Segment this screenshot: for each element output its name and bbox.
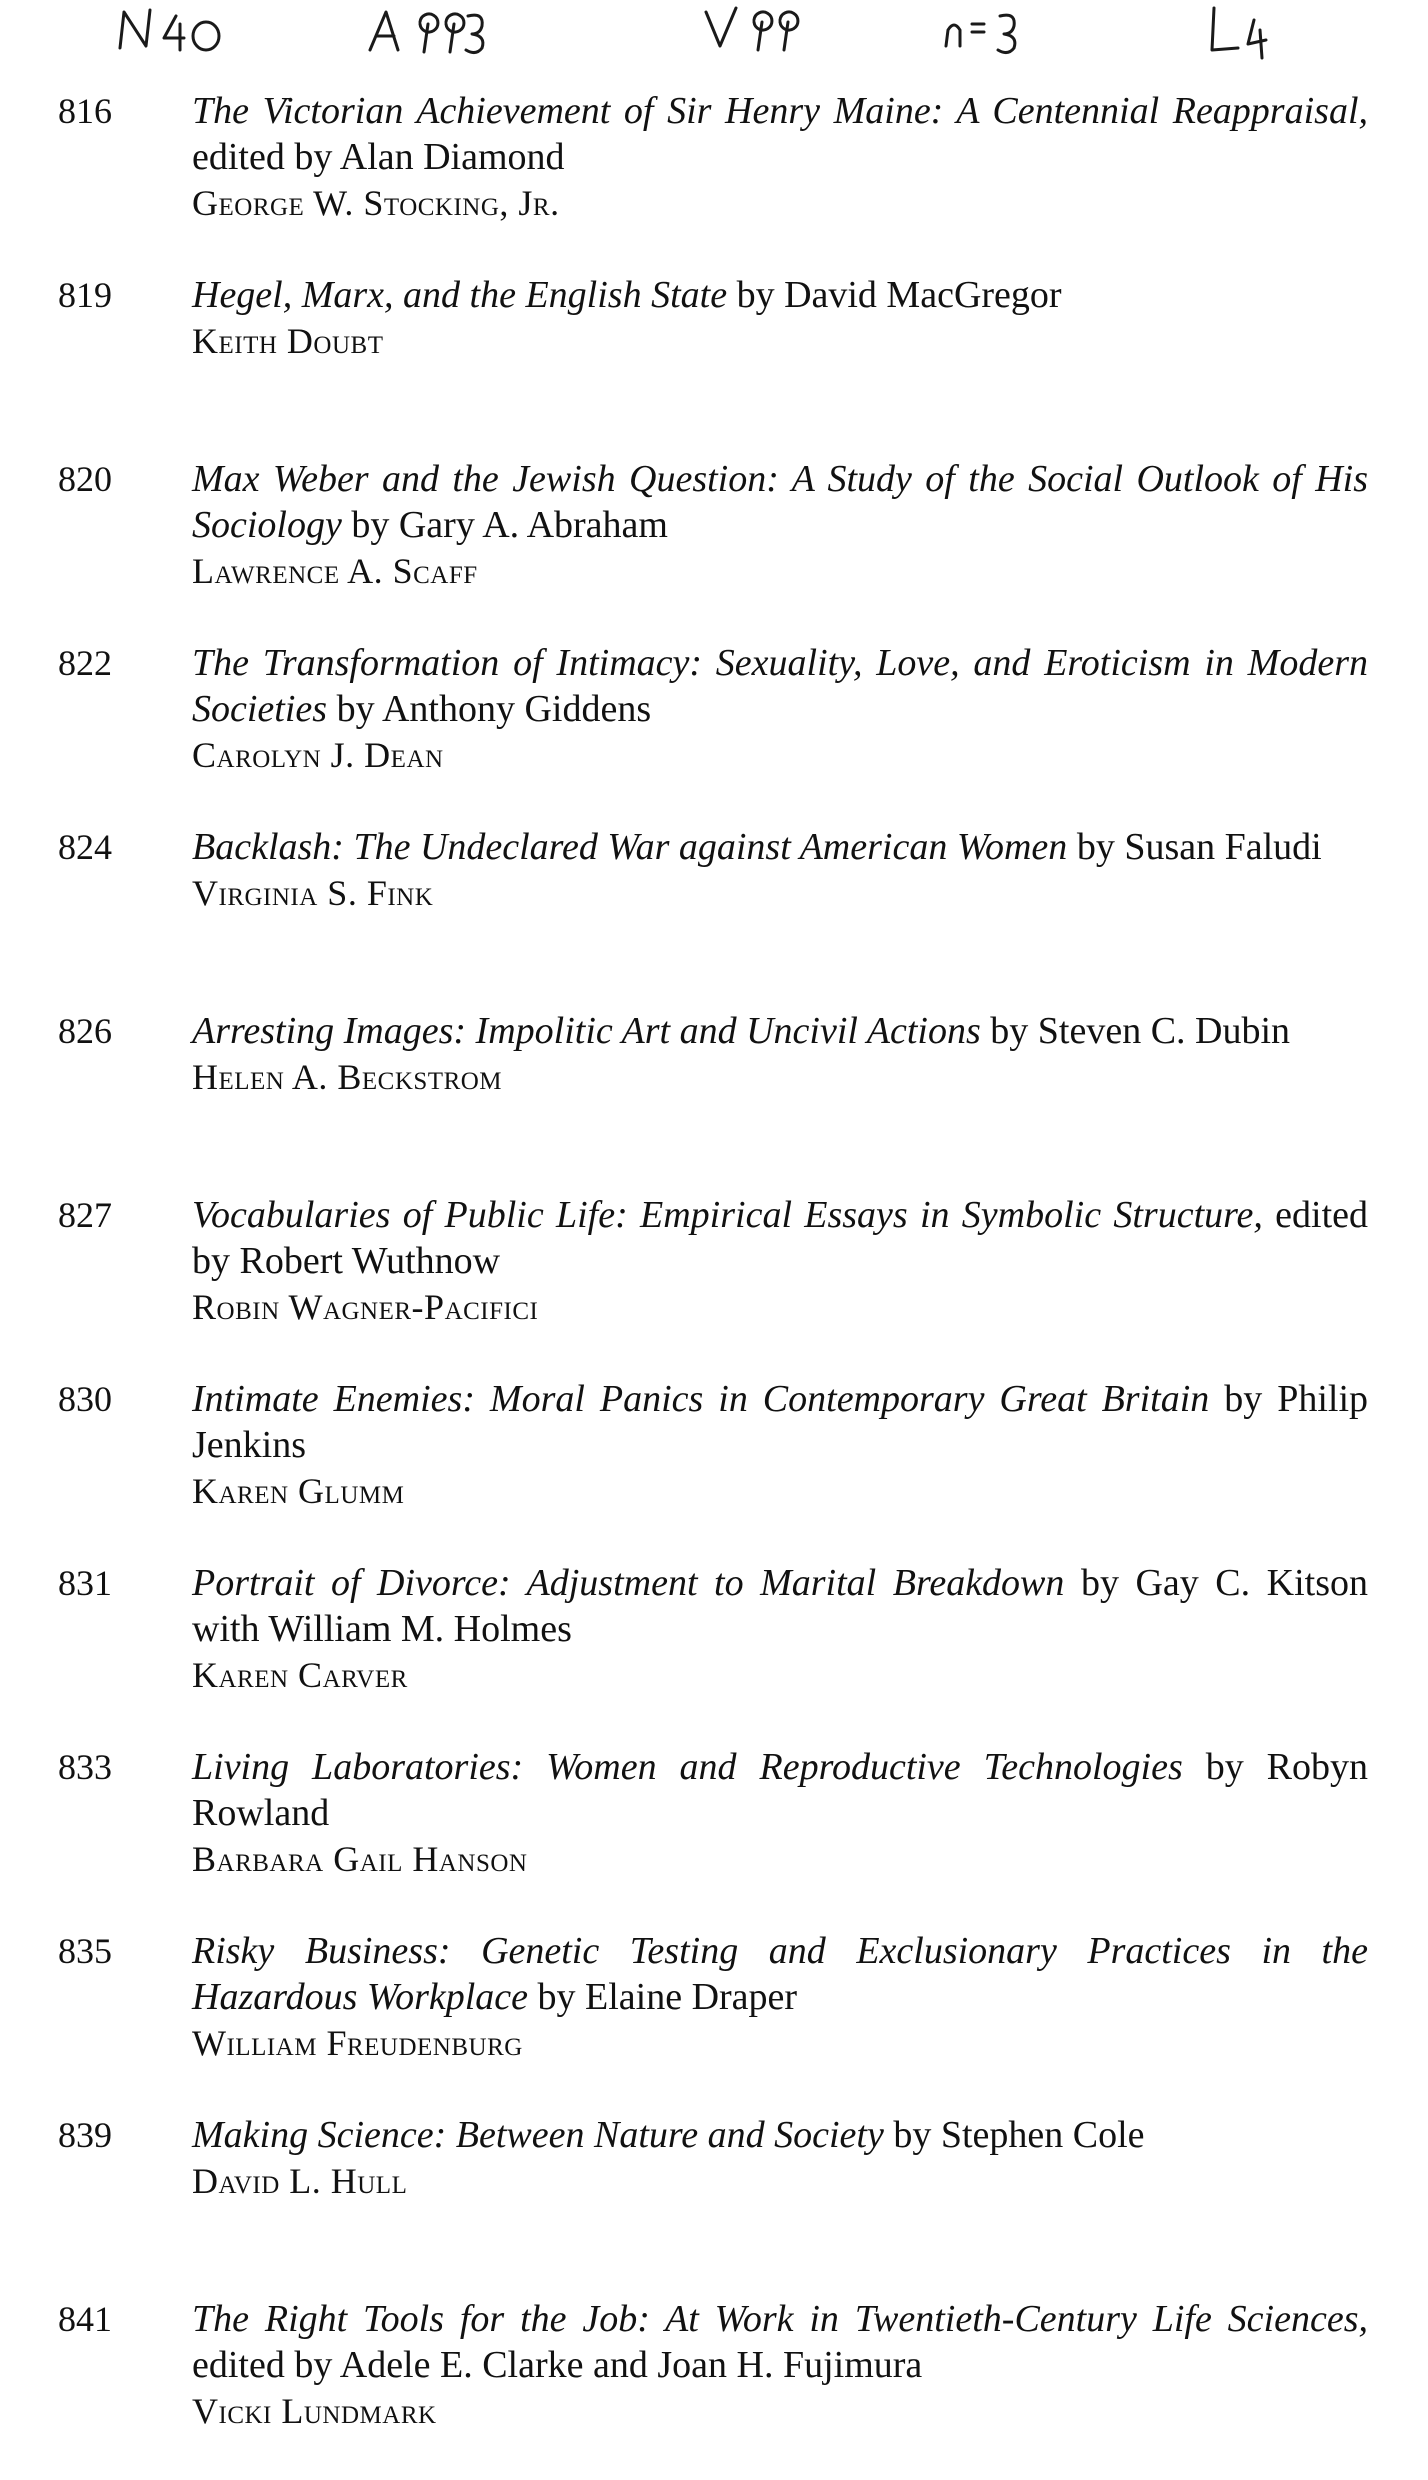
entry-text [192,272,1368,364]
page-number: 839 [58,2115,112,2155]
page-number: 827 [58,1195,112,1235]
list-item [58,1376,1368,1560]
list-item [58,2112,1368,2296]
page-number: 833 [58,1747,112,1787]
book-credit: edited by Robert Wuthnow [192,1194,1368,1282]
reviewer-name: Barbara Gail Hanson [192,1839,528,1879]
book-title: Intimate Enemies: Moral Panics in Contemporary Great Britain [192,1378,1210,1420]
book-credit: by Elaine Draper [528,1976,798,2018]
book-title: Portrait of Divorce: Adjustment to Marital Breakdown [192,1562,1065,1604]
page-number: 816 [58,91,112,131]
entry-text [192,1008,1368,1100]
book-credit: by Susan Faludi [1067,826,1322,868]
review-list [58,88,1368,2480]
book-title: The Transformation of Intimacy: Sexuality, Love, and Eroticism in Modern Societies [192,642,1368,730]
book-credit: by Stephen Cole [883,2114,1145,2156]
reviewer-name: Keith Doubt [192,321,384,361]
book-title: Making Science: Between Nature and Society [192,2114,884,2156]
list-item [58,88,1368,272]
list-item [58,1560,1368,1744]
page-number: 820 [58,459,112,499]
list-item [58,824,1368,1008]
book-title: Hegel, Marx, and the English State [192,274,728,316]
entry-text [192,2112,1368,2204]
page-number: 819 [58,275,112,315]
book-credit: by Robyn Rowland [192,1746,1368,1834]
list-item [58,1008,1368,1192]
book-credit: edited by Adele E. Clarke and Joan H. Fujimura [192,2344,923,2386]
page-number: 841 [58,2299,112,2339]
reviewer-name: Lawrence A. Scaff [192,551,478,591]
reviewer-name: George W. Stocking, Jr. [192,183,560,223]
list-item [58,640,1368,824]
book-credit: by Gary A. Abraham [341,504,668,546]
entry-text [192,1928,1368,2066]
list-item [58,1928,1368,2112]
list-item [58,272,1368,456]
entry-text [192,88,1368,226]
list-item [58,2296,1368,2480]
page-number: 822 [58,643,112,683]
page-number: 824 [58,827,112,867]
book-credit: by David MacGregor [727,274,1062,316]
entry-text [192,456,1368,594]
book-title: Living Laboratories: Women and Reproductive Technologies [192,1746,1183,1788]
book-credit: by Gay C. Kitson with William M. Holmes [192,1562,1369,1650]
reviewer-name: Virginia S. Fink [192,873,434,913]
book-credit: edited by Alan Diamond [192,136,565,178]
reviewer-name: Carolyn J. Dean [192,735,444,775]
reviewer-name: Karen Carver [192,1655,408,1695]
book-credit: by Philip Jenkins [192,1378,1369,1466]
book-title: Backlash: The Undeclared War against American Women [192,826,1068,868]
page-number: 826 [58,1011,112,1051]
page-number: 831 [58,1563,112,1603]
page-number: 830 [58,1379,112,1419]
book-title: Max Weber and the Jewish Question: A Study of the Social Outlook of His Sociology [192,458,1368,546]
reviewer-name: William Freudenburg [192,2023,523,2063]
book-credit: by Steven C. Dubin [980,1010,1291,1052]
entry-text [192,824,1368,916]
reviewer-name: Vicki Lundmark [192,2391,437,2431]
book-title: Arresting Images: Impolitic Art and Uncivil Actions [192,1010,981,1052]
list-item [58,456,1368,640]
book-title: The Victorian Achievement of Sir Henry Maine: A Centennial Reappraisal, [192,90,1368,132]
reviewer-name: Helen A. Beckstrom [192,1057,503,1097]
entry-text [192,2296,1368,2434]
handwritten-annotation [0,0,1428,80]
entry-text [192,1376,1368,1514]
entry-text [192,640,1368,778]
reviewer-name: Karen Glumm [192,1471,405,1511]
list-item [58,1744,1368,1928]
book-title: The Right Tools for the Job: At Work in Twentieth-Century Life Sciences, [192,2298,1368,2340]
book-title: Risky Business: Genetic Testing and Exclusionary Practices in the Hazardous Workplace [192,1930,1368,2018]
entry-text [192,1560,1368,1698]
list-item [58,1192,1368,1376]
book-title: Vocabularies of Public Life: Empirical Essays in Symbolic Structure, [192,1194,1263,1236]
book-credit: by Anthony Giddens [327,688,652,730]
entry-text [192,1744,1368,1882]
entry-text [192,1192,1368,1330]
reviewer-name: David L. Hull [192,2161,408,2201]
reviewer-name: Robin Wagner-Pacifici [192,1287,539,1327]
page-number: 835 [58,1931,112,1971]
